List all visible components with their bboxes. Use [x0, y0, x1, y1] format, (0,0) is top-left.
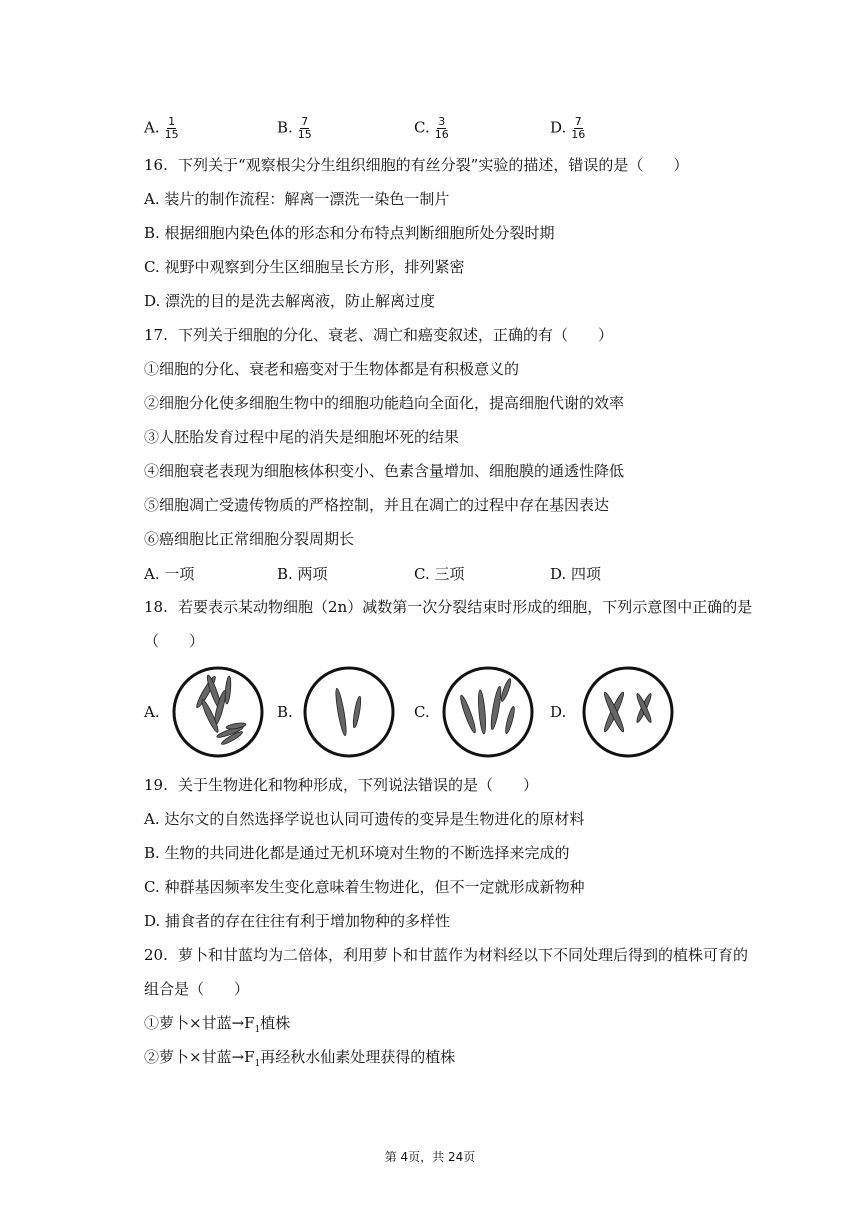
q19-stem: 19. 关于生物进化和物种形成，下列说法错误的是（ ） — [144, 776, 539, 794]
fraction: $\frac{1}{15}$ — [164, 115, 179, 141]
q15-options — [144, 116, 744, 140]
q18-option-a: A. — [144, 662, 274, 762]
q17-item-4: ④细胞衰老表现为细胞核体积变小、色素含量增加、细胞膜的通透性降低 — [144, 462, 625, 480]
fraction: $\frac{3}{16}$ — [434, 115, 449, 141]
q15-option-d: D. $\frac{7}{16}$ — [550, 115, 586, 141]
q18-diagrams — [144, 662, 704, 762]
q18-stem-cont: （ ） — [144, 632, 205, 650]
q17-options — [144, 563, 744, 587]
q17-option-b: B. 两项 — [277, 565, 328, 583]
fraction: $\frac{7}{15}$ — [297, 115, 312, 141]
q17-option-c: C. 三项 — [414, 565, 465, 583]
q19-option-a: A. 达尔文的自然选择学说也认同可遗传的变异是生物进化的原材料 — [144, 810, 585, 828]
q18-option-b: B. — [277, 662, 407, 762]
q16-option-d: D. 漂洗的目的是洗去解离液，防止解离过度 — [144, 292, 436, 310]
q20-stem: 20. 萝卜和甘蓝均为二倍体，利用萝卜和甘蓝作为材料经以下不同处理后得到的植株可育的 — [144, 946, 749, 964]
q16-stem: 16. 下列关于“观察根尖分生组织细胞的有丝分裂”实验的描述，错误的是（ ） — [144, 156, 689, 174]
cell-diagram-a — [170, 662, 266, 762]
cell-diagram-b — [301, 662, 397, 762]
q18-stem: 18. 若要表示某动物细胞（2n）减数第一次分裂结束时形成的细胞，下列示意图中正确的是 — [144, 598, 753, 616]
q20-item-2: ②萝卜×甘蓝$\to F_1$再经秋水仙素处理获得的植株 — [144, 1048, 456, 1069]
q15-option-c: C. $\frac{3}{16}$ — [414, 115, 449, 141]
q18-option-d: D. — [550, 662, 690, 762]
q20-item-1: ①萝卜×甘蓝$\to F_1$植株 — [144, 1014, 291, 1035]
q17-item-6: ⑥癌细胞比正常细胞分裂周期长 — [144, 530, 355, 548]
q16-option-b: B. 根据细胞内染色体的形态和分布特点判断细胞所处分裂时期 — [144, 224, 555, 242]
q17-item-1: ①细胞的分化、衰老和癌变对于生物体都是有积极意义的 — [144, 360, 520, 378]
q15-option-a: A. $\frac{1}{15}$ — [144, 115, 179, 141]
q20-stem-cont: 组合是（ ） — [144, 980, 250, 998]
q17-item-3: ③人胚胎发育过程中尾的消失是细胞坏死的结果 — [144, 428, 460, 446]
q19-option-c: C. 种群基因频率发生变化意味着生物进化，但不一定就形成新物种 — [144, 878, 585, 896]
cell-diagram-d — [580, 662, 676, 762]
cell-diagram-c — [440, 662, 536, 762]
page-footer: 第 4页，共 24页 — [384, 1150, 476, 1164]
q17-stem: 17. 下列关于细胞的分化、衰老、凋亡和癌变叙述，正确的有（ ） — [144, 326, 614, 344]
q15-option-b: B. $\frac{7}{15}$ — [277, 115, 312, 141]
q17-option-d: D. 四项 — [550, 565, 602, 583]
q17-item-2: ②细胞分化使多细胞生物中的细胞功能趋向全面化，提高细胞代谢的效率 — [144, 394, 625, 412]
q17-option-a: A. 一项 — [144, 565, 195, 583]
q19-option-d: D. 捕食者的存在往往有利于增加物种的多样性 — [144, 912, 451, 930]
q18-option-c: C. — [414, 662, 544, 762]
fraction: $\frac{7}{16}$ — [571, 115, 586, 141]
q16-option-a: A. 装片的制作流程：解离一漂洗一染色一制片 — [144, 190, 450, 208]
q19-option-b: B. 生物的共同进化都是通过无机环境对生物的不断选择来完成的 — [144, 844, 570, 862]
q16-option-c: C. 视野中观察到分生区细胞呈长方形，排列紧密 — [144, 258, 465, 276]
q17-item-5: ⑤细胞凋亡受遗传物质的严格控制，并且在凋亡的过程中存在基因表达 — [144, 496, 610, 514]
